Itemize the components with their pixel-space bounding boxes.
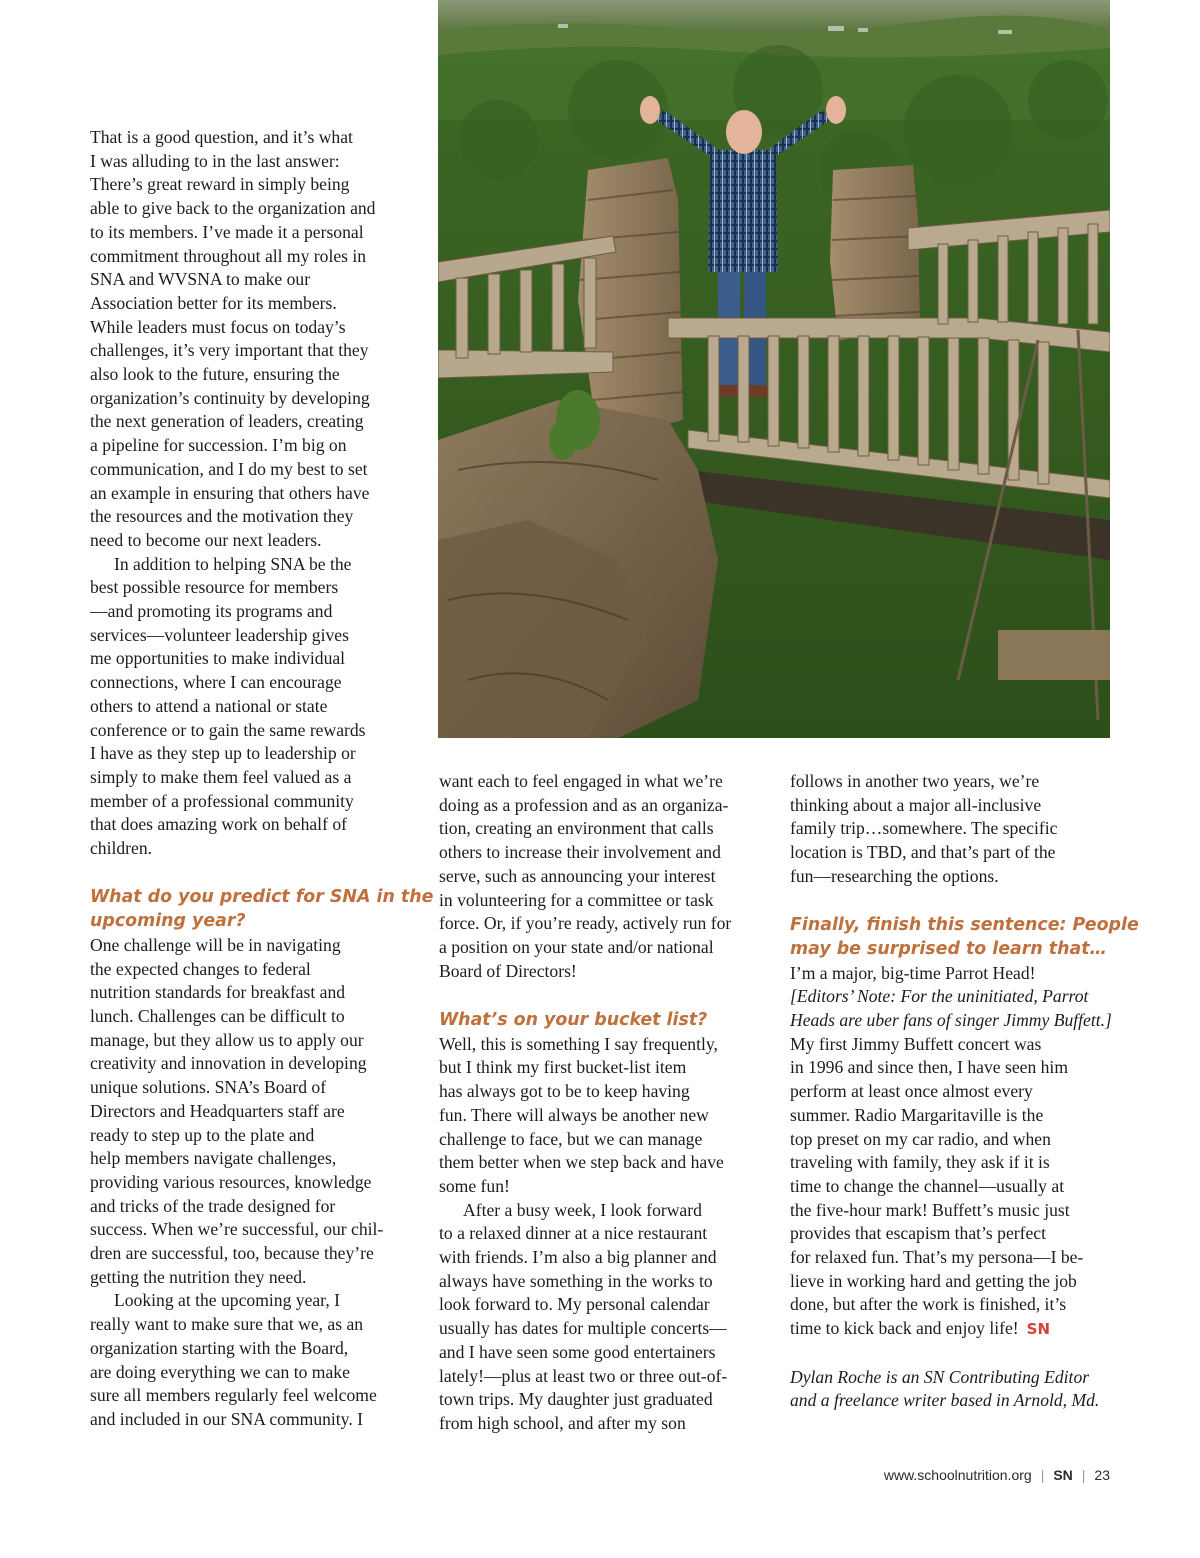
col2-paragraph-2 xyxy=(439,1033,731,1199)
text-line: lunch. Challenges can be difficult to xyxy=(90,1006,345,1026)
text-line: town trips. My daughter just graduated xyxy=(439,1389,713,1410)
text-line: creativity and innovation in developing xyxy=(90,1053,367,1074)
column-3 xyxy=(790,770,1139,1413)
column-1 xyxy=(90,126,433,1432)
question-line: Finally, finish this sentence: People xyxy=(790,915,1139,936)
text-line: serve, such as announcing your interest xyxy=(439,865,716,886)
text-line: time to change the channel—usually at xyxy=(790,1175,1065,1196)
footer-divider: | xyxy=(1040,1467,1045,1483)
text-line: need to become our next leaders. xyxy=(90,529,322,550)
text-line: but I think my first bucket-list item xyxy=(439,1057,687,1078)
col3-answer-line: I’m a major, big-time Parrot Head! xyxy=(790,962,1036,983)
text-line: the resources and the motivation they xyxy=(90,506,354,527)
col1-paragraph-2 xyxy=(90,553,433,861)
text-line: tion, creating an environment that calls xyxy=(439,818,714,839)
author-bio xyxy=(790,1366,1139,1413)
text-line: the expected changes to federal xyxy=(90,958,311,979)
text-line: I was alluding to in the last answer: xyxy=(90,150,340,171)
text-line: communication, and I do my best to set xyxy=(90,458,368,479)
text-line: that does amazing work on behalf of xyxy=(90,814,347,835)
text-line: SNA and WVSNA to make our xyxy=(90,269,311,290)
text-line: them better when we step back and have xyxy=(439,1152,724,1173)
editors-note-line: Heads are uber fans of singer Jimmy Buffett.] xyxy=(790,1010,1112,1031)
text-line: My first Jimmy Buffett concert was xyxy=(790,1033,1042,1054)
text-line: challenges, it’s very important that they xyxy=(90,340,369,361)
text-line: services—volunteer leadership gives xyxy=(90,624,349,645)
photo-illustration xyxy=(438,0,1110,738)
text-line: traveling with family, they ask if it is xyxy=(790,1152,1050,1173)
text-line: doing as a profession and as an organiza- xyxy=(439,794,729,815)
text-line: follows in another two years, we’re xyxy=(790,771,1040,791)
text-line: also look to the future, ensuring the xyxy=(90,364,340,385)
text-line: member of a professional community xyxy=(90,790,354,811)
question-line: may be surprised to learn that… xyxy=(790,938,1107,959)
text-line: and included in our SNA community. I xyxy=(90,1408,363,1429)
text-line: Looking at the upcoming year, I xyxy=(114,1290,340,1311)
text-line: location is TBD, and that’s part of the xyxy=(790,842,1056,863)
footer-divider: | xyxy=(1081,1467,1086,1483)
text-line: organization’s continuity by developing xyxy=(90,387,370,408)
text-line: children. xyxy=(90,838,153,859)
text-line: best possible resource for members xyxy=(90,577,339,598)
text-line: look forward to. My personal calendar xyxy=(439,1294,710,1315)
text-line: some fun! xyxy=(439,1175,510,1196)
text-line: done, but after the work is finished, it’s xyxy=(790,1294,1067,1315)
text-line: connections, where I can encourage xyxy=(90,672,342,693)
text-line: in 1996 and since then, I have seen him xyxy=(790,1057,1069,1078)
text-line: Directors and Headquarters staff are xyxy=(90,1100,345,1121)
bio-line: Dylan Roche is an SN Contributing Editor xyxy=(790,1366,1090,1387)
col3-paragraph-2 xyxy=(790,1033,1139,1317)
text-line: conference or to gain the same rewards xyxy=(90,719,366,740)
text-line: able to give back to the organization and xyxy=(90,198,376,219)
text-line: After a busy week, I look forward xyxy=(463,1199,702,1220)
text-line: ready to step up to the plate and xyxy=(90,1124,315,1145)
text-line: want each to feel engaged in what we’re xyxy=(439,771,723,791)
col3-last-line xyxy=(790,1317,1139,1342)
text-line: with friends. I’m also a big planner and xyxy=(439,1247,717,1268)
col3-question-heading xyxy=(790,914,1139,961)
text-line: Board of Directors! xyxy=(439,960,577,981)
col2-paragraph-3 xyxy=(439,1199,731,1436)
col2-question-heading: What’s on your bucket list? xyxy=(439,1010,708,1031)
text-line: perform at least once almost every xyxy=(790,1081,1033,1102)
text-line: There’s great reward in simply being xyxy=(90,174,350,195)
col3-paragraph-1 xyxy=(790,770,1139,889)
text-line: simply to make them feel valued as a xyxy=(90,766,352,787)
editors-note-line: [Editors’ Note: For the uninitiated, Parrot xyxy=(790,986,1089,1007)
text-line: others to increase their involvement and xyxy=(439,842,721,863)
text-line: challenge to face, but we can manage xyxy=(439,1128,703,1149)
text-line: the five-hour mark! Buffett’s music just xyxy=(790,1199,1070,1220)
text-line: help members navigate challenges, xyxy=(90,1148,337,1169)
text-line: top preset on my car radio, and when xyxy=(790,1128,1051,1149)
bio-line: and a freelance writer based in Arnold, Md. xyxy=(790,1390,1100,1411)
text-line: providing various resources, knowledge xyxy=(90,1171,372,1192)
footer-url[interactable]: www.schoolnutrition.org xyxy=(883,1467,1032,1483)
text-line: dren are successful, too, because they’re xyxy=(90,1243,374,1264)
text-line: commitment throughout all my roles in xyxy=(90,245,367,266)
end-mark: SN xyxy=(1026,1320,1051,1339)
col1-paragraph-3 xyxy=(90,934,433,1290)
text-line: to its members. I’ve made it a personal xyxy=(90,221,364,242)
text-line: the next generation of leaders, creating xyxy=(90,411,364,432)
text-line: I have as they step up to leadership or xyxy=(90,743,356,764)
text-line: Association better for its members. xyxy=(90,292,337,313)
page-footer xyxy=(884,1467,1110,1483)
text-line: fun—researching the options. xyxy=(790,865,999,886)
col1-paragraph-4 xyxy=(90,1289,433,1431)
text-line: In addition to helping SNA be the xyxy=(114,553,352,574)
text-line: provides that escapism that’s perfect xyxy=(790,1223,1047,1244)
footer-magazine: SN xyxy=(1053,1467,1073,1483)
text-line: in volunteering for a committee or task xyxy=(439,889,714,910)
text-line: others to attend a national or state xyxy=(90,695,328,716)
page-number: 23 xyxy=(1094,1467,1110,1483)
text-line: nutrition standards for breakfast and xyxy=(90,982,346,1003)
text-line: sure all members regularly feel welcome xyxy=(90,1385,377,1406)
feature-photo xyxy=(438,0,1110,738)
text-line: to a relaxed dinner at a nice restaurant xyxy=(439,1223,708,1244)
text-line: thinking about a major all-inclusive xyxy=(790,794,1042,815)
text-line: are doing everything we can to make xyxy=(90,1361,350,1382)
text-line: summer. Radio Margaritaville is the xyxy=(790,1104,1044,1125)
text-line: usually has dates for multiple concerts— xyxy=(439,1318,727,1339)
text-line: unique solutions. SNA’s Board of xyxy=(90,1077,327,1098)
col1-paragraph-1 xyxy=(90,126,433,553)
text-line: force. Or, if you’re ready, actively run for xyxy=(439,913,732,934)
text-line: lieve in working hard and getting the job xyxy=(790,1270,1077,1291)
text-line: really want to make sure that we, as an xyxy=(90,1314,364,1335)
question-line: What do you predict for SNA in the xyxy=(90,887,434,908)
text-line: organization starting with the Board, xyxy=(90,1337,349,1358)
text-line: an example in ensuring that others have xyxy=(90,482,370,503)
text-line: me opportunities to make individual xyxy=(90,648,346,669)
question-line: upcoming year? xyxy=(90,911,246,932)
text-line: always have something in the works to xyxy=(439,1270,713,1291)
col2-paragraph-1 xyxy=(439,770,731,983)
col1-question-heading xyxy=(90,886,433,933)
text-line: —and promoting its programs and xyxy=(90,601,333,622)
column-2 xyxy=(439,770,731,1436)
text-line: family trip…somewhere. The specific xyxy=(790,818,1058,839)
text-line: That is a good question, and it’s what xyxy=(90,127,353,147)
text-line: from high school, and after my son xyxy=(439,1412,686,1433)
text-line: Well, this is something I say frequently, xyxy=(439,1033,718,1054)
text-line: a pipeline for succession. I’m big on xyxy=(90,435,347,456)
editors-note xyxy=(790,985,1139,1032)
text-line: for relaxed fun. That’s my persona—I be- xyxy=(790,1247,1084,1268)
text-line: manage, but they allow us to apply our xyxy=(90,1029,364,1050)
text-line: While leaders must focus on today’s xyxy=(90,316,346,337)
text-line: fun. There will always be another new xyxy=(439,1104,709,1125)
text-line: and tricks of the trade designed for xyxy=(90,1195,336,1216)
text-line: lately!—plus at least two or three out-of- xyxy=(439,1365,728,1386)
text-line: has always got to be to keep having xyxy=(439,1081,690,1102)
text-line: success. When we’re successful, our chil- xyxy=(90,1219,384,1240)
text-line: a position on your state and/or national xyxy=(439,936,714,957)
text-line: getting the nutrition they need. xyxy=(90,1266,307,1287)
last-line-text: time to kick back and enjoy life! xyxy=(790,1318,1019,1339)
text-line: and I have seen some good entertainers xyxy=(439,1341,716,1362)
text-line: One challenge will be in navigating xyxy=(90,934,341,955)
